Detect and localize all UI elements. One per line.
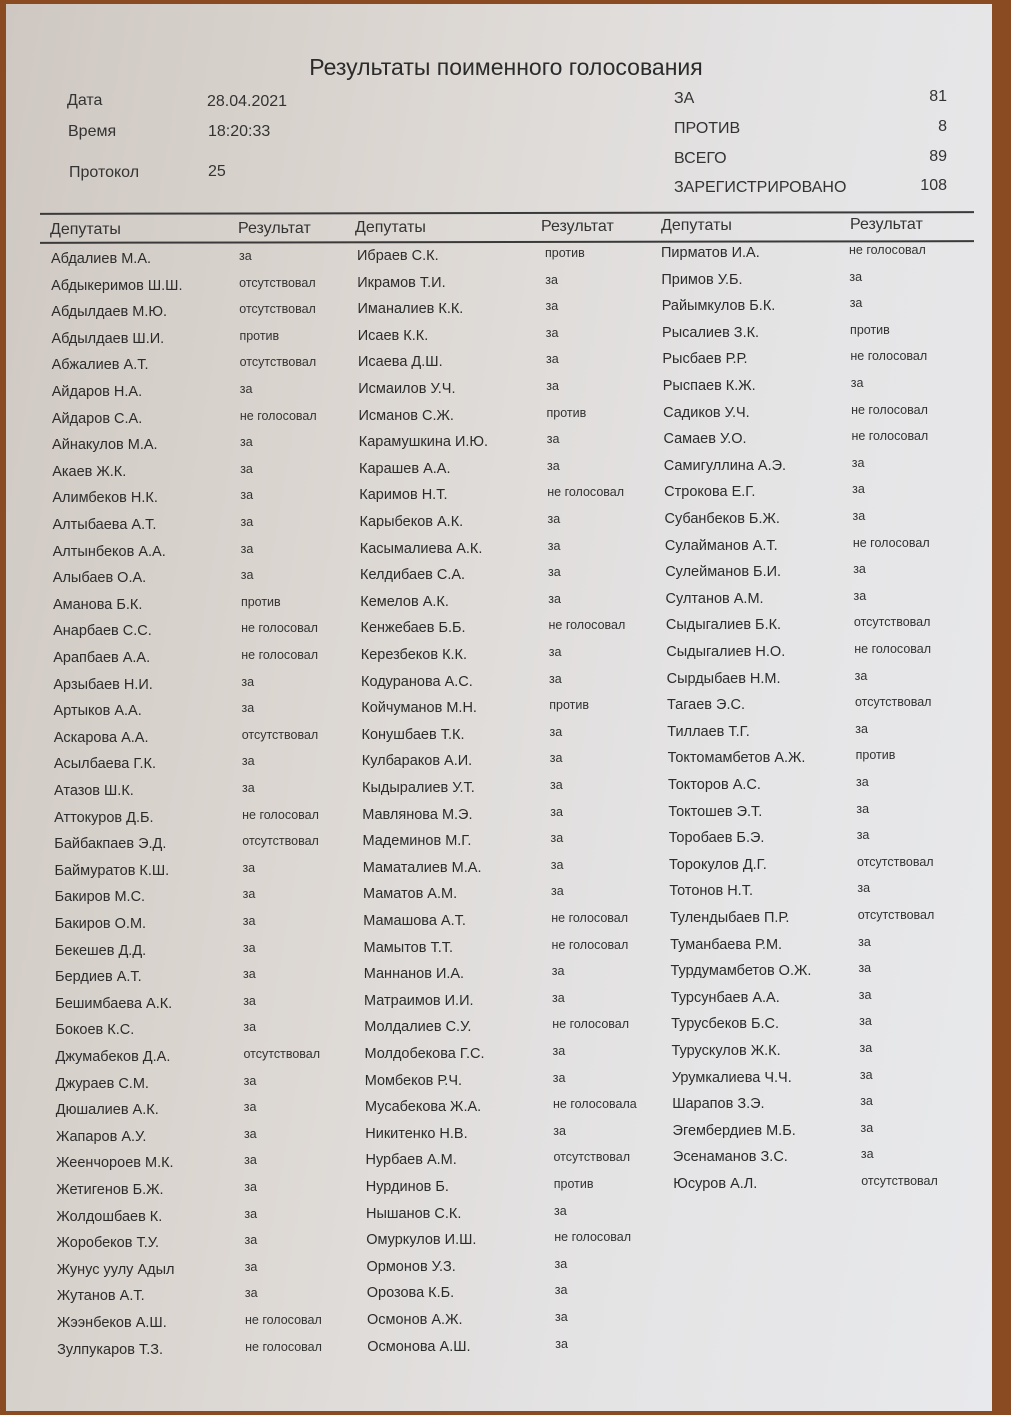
vote-result: не голосовал [245,1339,322,1354]
vote-result: за [849,296,863,311]
vote-result: за [856,775,869,789]
deputy-name: Никитенко Н.В. [365,1125,468,1142]
vote-result: за [550,831,564,846]
vote-result: за [242,887,256,902]
vote-result: за [849,269,863,284]
deputy-name: Исаев К.К. [357,327,429,344]
deputy-name: Жеенчороев М.К. [56,1155,174,1172]
vote-result: за [856,801,870,816]
vote-result: за [243,1020,257,1035]
vote-result: не голосовал [245,1313,322,1327]
vote-result: отсутствовал [239,275,316,290]
deputy-name: Мавлянова М.Э. [362,806,473,823]
vote-result: за [241,674,255,689]
vote-result: за [545,299,559,314]
vote-result: за [240,461,253,476]
deputy-name: Абдалиев М.А. [51,251,152,267]
vote-result: за [856,828,870,843]
deputy-name: Урумкалиева Ч.Ч. [671,1069,792,1086]
vote-result: за [851,455,865,470]
vote-result: за [548,591,561,606]
vote-result: за [860,1094,873,1109]
deputy-name: Садиков У.Ч. [663,404,750,421]
deputy-name: Кулбараков А.И. [361,753,473,770]
vote-result: за [552,1044,566,1058]
deputy-name: Туманбаева Р.М. [670,936,783,953]
vote-result: не голосовал [242,807,319,822]
deputy-name: Маматов А.М. [363,886,458,903]
deputy-name: Бакиров М.С. [54,889,146,906]
vote-result: за [552,990,565,1005]
deputy-name: Жоробеков Т.У. [56,1235,160,1252]
deputy-name: Исмаилов У.Ч. [358,381,456,397]
vote-result: отсутствовал [239,355,317,370]
vote-result: за [242,914,256,928]
ballot-sheet [6,4,992,1411]
deputy-name: Юсуров А.Л. [673,1176,758,1192]
vote-result: за [550,778,563,792]
deputy-name: Тотонов Н.Т. [669,883,753,900]
vote-result: за [242,860,256,875]
deputy-name: Дюшалиев А.К. [55,1102,159,1119]
vote-result: за [244,1286,258,1301]
meta-value-time: 18:20:33 [208,123,271,140]
vote-result: за [243,1073,257,1088]
deputy-name: Каримов Н.Т. [359,487,448,504]
vote-result: за [546,379,559,393]
deputy-name: Абдылдаев М.Ю. [51,304,168,321]
vote-result: не голосовал [241,621,318,636]
deputy-name: Исаева Д.Ш. [358,354,443,371]
deputy-name: Бекешев Д.Д. [54,942,147,959]
deputy-name: Эгембердиев М.Б. [672,1122,796,1139]
deputy-name: Сулайманов А.Т. [664,537,778,554]
deputy-name: Мусабекова Ж.А. [365,1099,482,1116]
vote-result: за [549,671,562,686]
vote-result: за [549,751,563,766]
vote-result: за [554,1256,568,1271]
deputy-name: Арапбаев А.А. [53,650,151,666]
deputy-name: Асылбаева Г.К. [53,756,156,773]
col3-header-result: Результат [850,216,923,233]
deputy-name: Омуркулов И.Ш. [366,1232,477,1249]
stat-label-registered: ЗАРЕГИСТРИРОВАНО [674,179,847,196]
vote-result: за [240,541,254,556]
meta-value-date: 28.04.2021 [207,93,288,110]
vote-result: против [239,328,280,343]
deputy-name: Рысбаев Р.Р. [662,351,748,368]
vote-result: против [546,405,587,420]
vote-result: за [553,1123,566,1138]
vote-result: за [548,645,562,659]
stat-label-total: ВСЕГО [674,150,727,167]
vote-result: за [853,588,867,603]
vote-result: отсутствовал [241,727,319,742]
deputy-name: Ибраев С.К. [357,248,439,264]
deputy-name: Керезбеков К.К. [360,647,468,663]
vote-result: не голосовал [849,243,926,257]
deputy-name: Жапаров А.У. [55,1128,147,1145]
meta-label-time: Время [68,123,117,140]
stat-value-registered: 108 [920,177,947,194]
deputy-name: Мадеминов М.Г. [362,833,472,850]
deputy-name: Аттокуров Д.Б. [54,809,154,826]
deputy-name: Сыдыгалиев Б.К. [665,617,782,634]
vote-result: за [549,724,563,739]
deputy-name: Пирматов И.А. [661,245,760,261]
deputy-name: Иманалиев К.К. [357,301,464,318]
deputy-name: Атазов Ш.К. [54,783,134,799]
deputy-name: Аскарова А.А. [53,729,149,746]
deputy-name: Конушбаев Т.К. [361,726,465,743]
vote-result: не голосовал [854,642,932,656]
stat-value-against: 8 [938,118,947,135]
vote-result: за [858,961,872,976]
deputy-name: Баймуратов К.Ш. [54,862,170,879]
vote-result: за [244,1180,257,1194]
deputy-name: Торобаев Б.Э. [668,830,765,847]
deputy-name: Икрамов Т.И. [357,274,446,291]
vote-result: отсутствовал [243,1047,321,1061]
meta-value-protocol: 25 [208,163,226,180]
vote-result: за [240,515,254,529]
col2-header-deputies: Депутаты [355,219,426,236]
deputy-name: Карашев А.А. [359,460,451,477]
vote-result: за [858,987,872,1002]
vote-result: за [239,382,253,396]
vote-result: отсутствовал [553,1150,631,1165]
deputy-name: Жутанов А.Т. [56,1288,145,1305]
deputy-name: Сулейманов Б.И. [665,564,782,581]
deputy-name: Алыбаев О.А. [52,570,147,587]
vote-result: за [852,482,865,497]
vote-result: за [850,376,864,390]
deputy-name: Жетигенов Б.Ж. [56,1182,164,1198]
deputy-name: Жунус уулу Адыл [56,1261,175,1278]
vote-result: против [855,748,896,763]
deputy-name: Арзыбаев Н.И. [53,676,153,693]
stat-value-for: 81 [929,88,947,105]
deputy-name: Исманов С.Ж. [358,407,454,424]
deputy-name: Токтошев Э.Т. [668,803,763,820]
vote-result: за [859,1041,873,1055]
deputy-name: Карамушкина И.Ю. [358,434,489,451]
vote-result: не голосовал [239,408,317,423]
vote-result: за [545,272,558,287]
vote-result: против [553,1177,594,1191]
vote-result: за [554,1203,567,1218]
deputy-name: Бердиев А.Т. [55,969,142,986]
deputy-name: Жээнбеков А.Ш. [57,1315,167,1331]
deputy-name: Бешимбаева А.К. [55,995,173,1012]
vote-result: не голосовал [851,402,928,417]
vote-result: за [860,1147,874,1162]
vote-result: за [243,1126,257,1141]
col2-header-result: Результат [541,218,614,235]
vote-result: не голосовал [241,648,319,662]
vote-result: за [545,325,559,340]
deputy-name: Алимбеков Н.К. [52,490,158,507]
deputy-name: Токторов А.С. [668,777,761,793]
vote-result: за [554,1283,568,1298]
vote-result: за [550,857,564,872]
deputy-name: Артыков А.А. [53,703,142,720]
deputy-name: Ормонов У.З. [366,1258,456,1275]
header-top-rule [40,211,974,214]
deputy-name: Субанбеков Б.Ж. [664,511,780,527]
vote-result: отсутствовал [861,1174,938,1188]
vote-result: за [243,967,256,982]
vote-result: за [244,1259,258,1274]
deputy-name: Молдобекова Г.С. [364,1046,485,1062]
deputy-name: Момбеков Р.Ч. [364,1072,463,1089]
vote-result: за [548,565,561,580]
deputy-name: Сыдыгалиев Н.О. [666,644,786,660]
vote-result: за [240,435,253,450]
vote-result: за [550,804,563,819]
vote-result: за [555,1336,568,1351]
vote-result: за [547,512,561,526]
deputy-name: Бакиров О.М. [54,916,147,932]
deputy-name: Турусбеков Б.С. [671,1016,780,1033]
vote-result: не голосовал [551,937,629,952]
vote-result: за [858,934,871,949]
deputy-name: Абдыкеримов Ш.Ш. [51,277,183,294]
vote-result: за [546,352,559,367]
vote-result: за [860,1120,874,1135]
vote-result: отсутствовал [854,695,932,710]
vote-result: за [244,1233,258,1248]
deputy-name: Рыспаев К.Ж. [662,378,756,394]
deputy-name: Токтомамбетов А.Ж. [667,750,806,767]
deputy-name: Турдумамбетов О.Ж. [670,963,812,980]
vote-result: за [853,562,866,577]
vote-result: не голосовал [851,429,929,444]
vote-result: за [547,538,561,553]
vote-result: отсутствовал [239,302,316,317]
deputy-name: Зулпукаров Т.З. [57,1341,164,1358]
deputy-name: Тиллаев Т.Г. [667,723,750,740]
deputy-name: Кемелов А.К. [360,593,449,610]
vote-result: за [243,1100,257,1115]
vote-result: против [549,698,589,713]
stat-label-against: ПРОТИВ [674,120,741,137]
vote-result: за [551,884,564,899]
deputy-name: Алтыбаева А.Т. [52,517,157,533]
deputy-name: Рысалиев З.К. [662,324,760,341]
deputy-name: Тагаев Э.С. [666,697,745,714]
vote-result: за [552,1070,566,1085]
deputy-name: Эсенаманов З.С. [672,1149,788,1166]
vote-result: за [854,668,868,683]
stat-label-for: ЗА [674,90,695,107]
vote-result: не голосовал [554,1230,632,1245]
deputy-name: Сырдыбаев Н.М. [666,670,781,687]
vote-result: не голосовал [547,485,625,500]
vote-result: за [855,721,868,736]
deputy-name: Жолдошбаев К. [56,1208,163,1225]
vote-result: не голосовал [548,618,626,633]
vote-result: за [239,249,252,263]
deputy-name: Бокоев К.С. [55,1022,135,1039]
vote-result: за [859,1067,873,1082]
deputy-name: Самаев У.О. [663,431,747,448]
deputy-name: Келдибаев С.А. [360,567,466,584]
vote-result: за [244,1153,257,1168]
deputy-name: Кодуранова А.С. [361,673,473,690]
vote-result: не голосовала [553,1097,637,1112]
deputy-name: Мамашова А.Т. [363,913,466,929]
deputy-name: Абдылдаев Ш.И. [51,330,165,347]
vote-result: отсутствовал [242,834,319,849]
deputy-name: Мамытов Т.Т. [363,939,454,956]
page-title: Результаты поименного голосования [309,54,703,80]
vote-result: против [850,322,890,337]
vote-result: за [241,754,255,769]
vote-result: не голосовал [852,535,930,550]
vote-result: за [242,781,255,795]
vote-result: отсутствовал [857,908,935,922]
vote-result: отсутствовал [853,615,931,630]
deputy-name: Турсунбаев А.А. [670,989,780,1006]
deputy-name: Орозова К.Б. [366,1285,455,1302]
deputy-name: Тулендыбаев П.Р. [669,910,790,926]
deputy-name: Нышанов С.К. [366,1205,462,1222]
deputy-name: Кенжебаев Б.Б. [360,620,466,637]
deputy-name: Абжалиев А.Т. [51,357,149,374]
vote-result: за [244,1206,258,1221]
deputy-name: Акаев Ж.К. [52,463,127,480]
deputy-name: Нурбаев А.М. [365,1152,457,1169]
stat-value-total: 89 [929,148,947,165]
deputy-name: Анарбаев С.С. [53,623,152,640]
vote-result: против [240,594,281,609]
meta-label-protocol: Протокол [69,164,140,181]
deputy-name: Райымкулов Б.К. [661,298,776,315]
vote-result: за [240,488,254,503]
deputy-name: Маматалиев М.А. [362,859,482,876]
vote-result: за [546,432,560,447]
vote-result: за [555,1310,568,1324]
deputy-name: Касымалиева А.К. [359,540,483,557]
vote-result: не голосовал [552,1017,630,1032]
vote-result: отсутствовал [857,854,934,869]
deputy-name: Самигуллина А.Э. [663,457,787,474]
deputy-name: Аманова Б.К. [52,596,143,613]
deputy-name: Султанов А.М. [665,590,764,607]
deputy-name: Байбакпаев Э.Д. [54,836,167,853]
vote-result: не голосовал [551,911,629,925]
col1-header-deputies: Депутаты [50,221,121,238]
vote-result: за [852,509,866,523]
vote-result: за [859,1014,872,1029]
vote-result: за [547,458,560,473]
vote-result: за [242,940,256,955]
deputy-name: Молдалиев С.У. [364,1019,472,1036]
deputy-name: Осмонов А.Ж. [367,1312,463,1328]
deputy-name: Джураев С.М. [55,1075,149,1092]
deputy-name: Маннанов И.А. [363,966,465,983]
deputy-name: Айдаров С.А. [51,410,143,427]
deputy-name: Айнакулов М.А. [52,437,158,454]
vote-result: за [243,993,256,1008]
deputy-name: Алтынбеков А.А. [52,543,166,560]
vote-result: за [241,701,255,716]
deputy-name: Турускулов Ж.К. [671,1043,781,1059]
deputy-name: Койчуманов М.Н. [361,700,477,717]
deputy-name: Осмонова А.Ш. [367,1338,471,1355]
deputy-name: Джумабеков Д.А. [55,1049,171,1065]
deputy-name: Шарапов З.Э. [672,1096,765,1113]
col3-header-deputies: Депутаты [661,217,732,234]
deputy-name: Матраимов И.И. [364,992,474,1009]
deputy-name: Кыдыралиев У.Т. [362,780,475,796]
col1-header-result: Результат [238,220,311,237]
vote-result: за [857,881,871,896]
vote-result: против [545,246,585,260]
vote-result: не голосовал [850,349,928,364]
meta-label-date: Дата [67,92,103,109]
deputy-name: Карыбеков А.К. [359,514,464,530]
deputy-name: Нурдинов Б. [365,1179,449,1195]
deputy-name: Строкова Е.Г. [664,484,756,501]
vote-result: за [551,964,565,979]
deputy-name: Торокулов Д.Г. [669,856,767,873]
deputy-name: Айдаров Н.А. [51,384,143,400]
vote-result: за [240,568,254,583]
header-bottom-rule [40,240,974,243]
deputy-name: Примов У.Б. [661,271,743,288]
